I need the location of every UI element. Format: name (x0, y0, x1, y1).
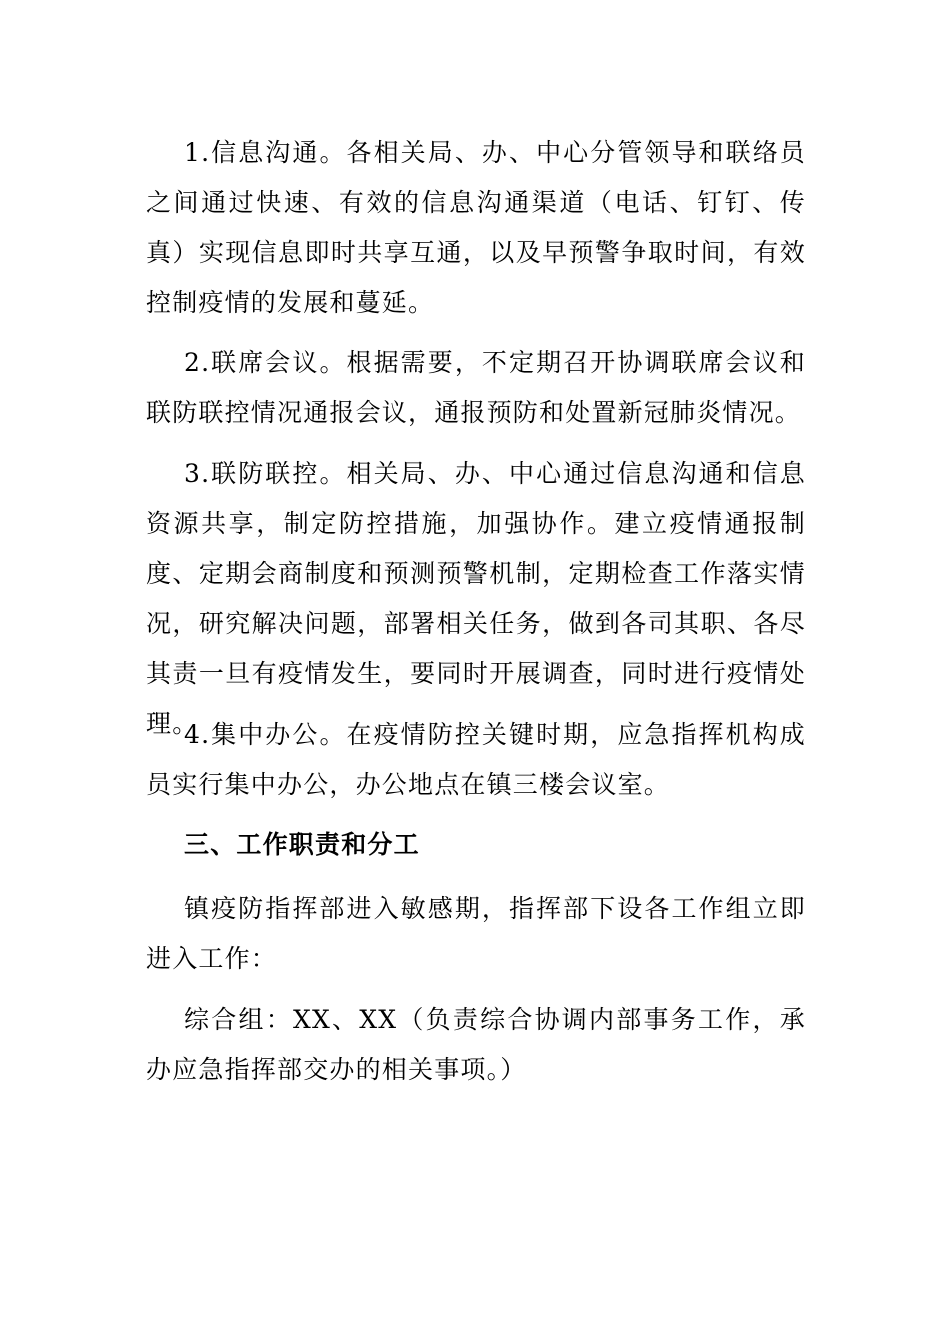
section-heading: 三、工作职责和分工 (184, 830, 420, 859)
paragraph-joint-prevention-control: 3.联防联控。相关局、办、中心通过信息沟通和信息资源共享，制定防控措施，加强协作。建立疫情通报制度、定期会商制度和预测预警机制，定期检查工作落实情况，研究解决问题，部署相关任务，做到各司其职、各尽其责一旦有疫情发生，要同时开展调查，同时进行疫情处理。 (146, 459, 806, 738)
paragraph-general-group: 综合组：XX、XX（负责综合协调内部事务工作，承办应急指挥部交办的相关事项。） (146, 1005, 806, 1084)
paragraph-information-communication: 1.信息沟通。各相关局、办、中心分管领导和联络员之间通过快速、有效的信息沟通渠道（电话、钉钉、传真）实现信息即时共享互通，以及早预警争取时间，有效控制疫情的发展和蔓延。 (146, 138, 806, 317)
paragraph-work-groups-intro: 镇疫防指挥部进入敏感期，指挥部下设各工作组立即进入工作： (146, 894, 806, 973)
paragraph-joint-meeting: 2.联席会议。根据需要，不定期召开协调联席会议和联防联控情况通报会议，通报预防和处置新冠肺炎情况。 (146, 348, 806, 427)
paragraph-centralized-office: 4.集中办公。在疫情防控关键时期，应急指挥机构成员实行集中办公，办公地点在镇三楼会议室。 (146, 720, 806, 799)
